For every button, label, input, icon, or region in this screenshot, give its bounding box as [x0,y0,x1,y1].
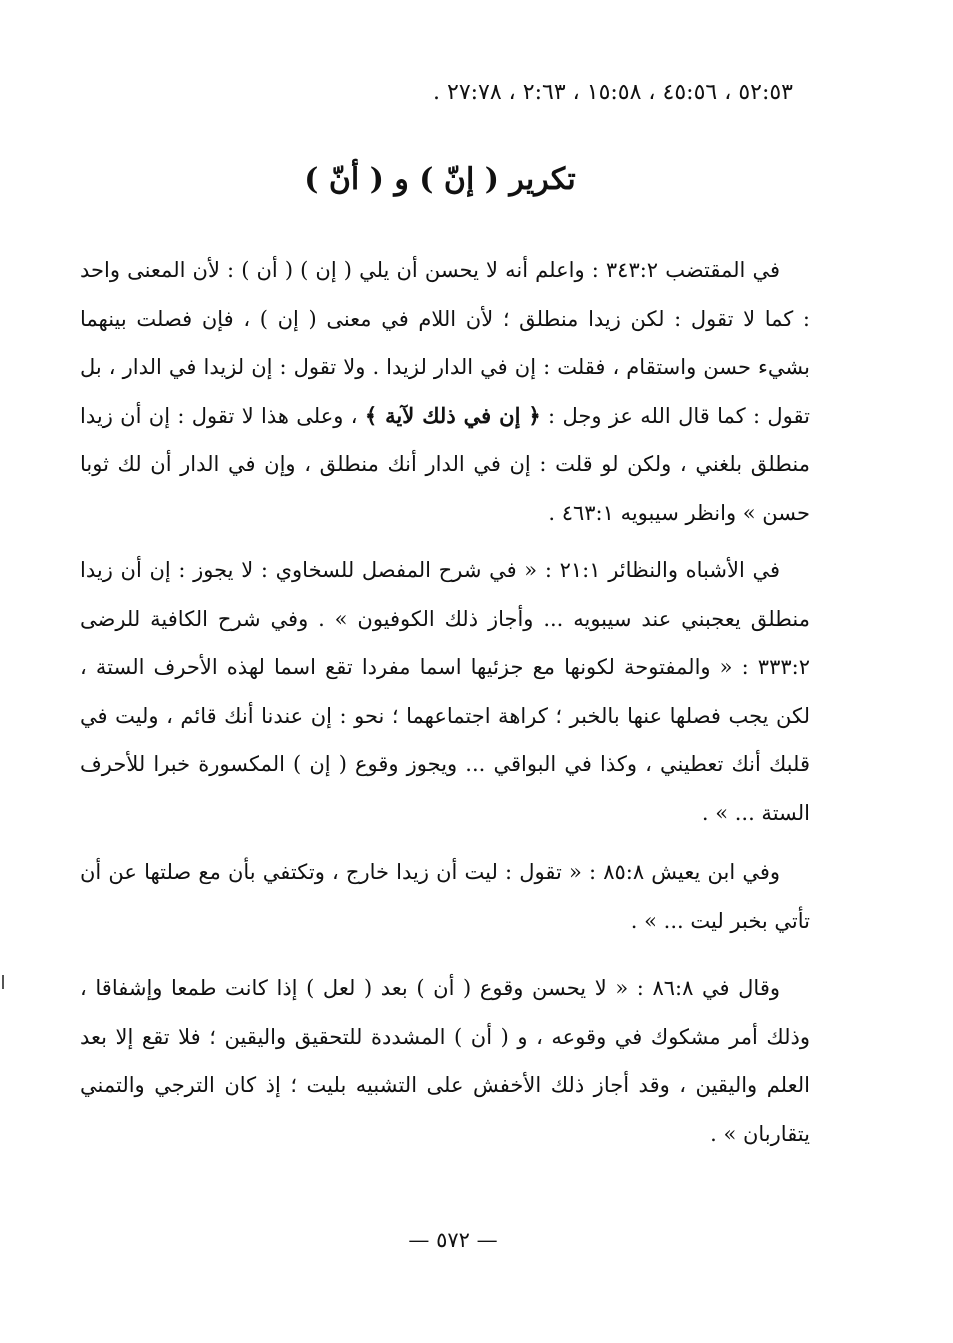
paragraph-text: في الأشباه والنظائر ٢١:١ : « في شرح المفصل للسخاوي : لا يجوز : إن أن زيدا منطلق يعجبني عند سيبويه ... وأجاز ذلك الكوفيون » . وفي شرح الكافية للرضى ٣٣٣:٢ : « والمفتوحة لكونها مع جزئيها اسما مفردا تقع اسما لهذه الأحرف الستة ، لكن يجب فصلها عنها بالخبر ؛ كراهة اجتماعهما ؛ نحو : إن عندنا أنك قائم ، وليت في قلبك أنك تعطيني ، وكذا في البواقي ... ويجوز وقوع ( إن ) المكسورة خبرا للأحرف الستة ... » . [80,558,810,825]
section-title: تكرير ( إنّ ) و ( أنّ ) [304,162,576,197]
paragraph-text: وقال في ٨٦:٨ : « لا يحسن وقوع ( أن ) بعد ( لعل ) إذا كانت طمعا وإشفاقا ، وذلك أمر مشكوك في وقوعه ، و ( أن ) المشددة للتحقيق واليقين ؛ فلا تقع إلا بعد العلم واليقين ، وقد أجاز ذلك الأخفش على التشبيه بليت ؛ إذ كان الترجي والتمني يتقاربان » . [80,976,810,1146]
page-number: — ٥٧٢ — [408,1228,498,1252]
paragraph-text: وفي ابن يعيش ٨٥:٨ : « تقول : ليت أن زيدا خارج ، وتكتفي بأن مع صلتها عن أن تأتي بخبر ليت ... » . [80,860,810,933]
paragraph-text [80,246,810,537]
paragraph-text-after: ، وعلى هذا لا تقول : إن أن زيدا منطلق بلغني ، ولكن لو قلت : إن في الدار أنك منطلق ، وإن في الدار أن لك ثوبا حسن » وانظر سيبويه ٤٦٣:١ . [80,403,810,525]
paragraph-muqtadab [80,246,810,537]
paragraph-ibn-yaish [80,848,810,945]
paragraph-text-before: في المقتضب ٣٤٣:٢ : واعلم أنه لا يحسن أن يلي ( إن ) ( أن ) : لأن المعنى واحد : كما لا تقول : لكن زيدا منطلق ؛ لأن اللام في معنى ( إن ) ، فإن فصلت بينهما بشيء حسن واستقام ، فقلت : إن في الدار لزيدا . ولا تقول : إن لزيدا في الدار ، بل تقول : كما قال الله عز وجل : [80,258,810,428]
paragraph-ashbah [80,546,810,837]
paragraph-laalla [80,964,810,1158]
margin-mark [2,975,4,989]
quran-quote: ﴿ إن في ذلك لآية ﴾ [364,402,541,428]
verse-references: ٥٢:٥٣ ، ٤٥:٥٦ ، ١٥:٥٨ ، ٢:٦٣ ، ٢٧:٧٨ . [433,80,793,105]
